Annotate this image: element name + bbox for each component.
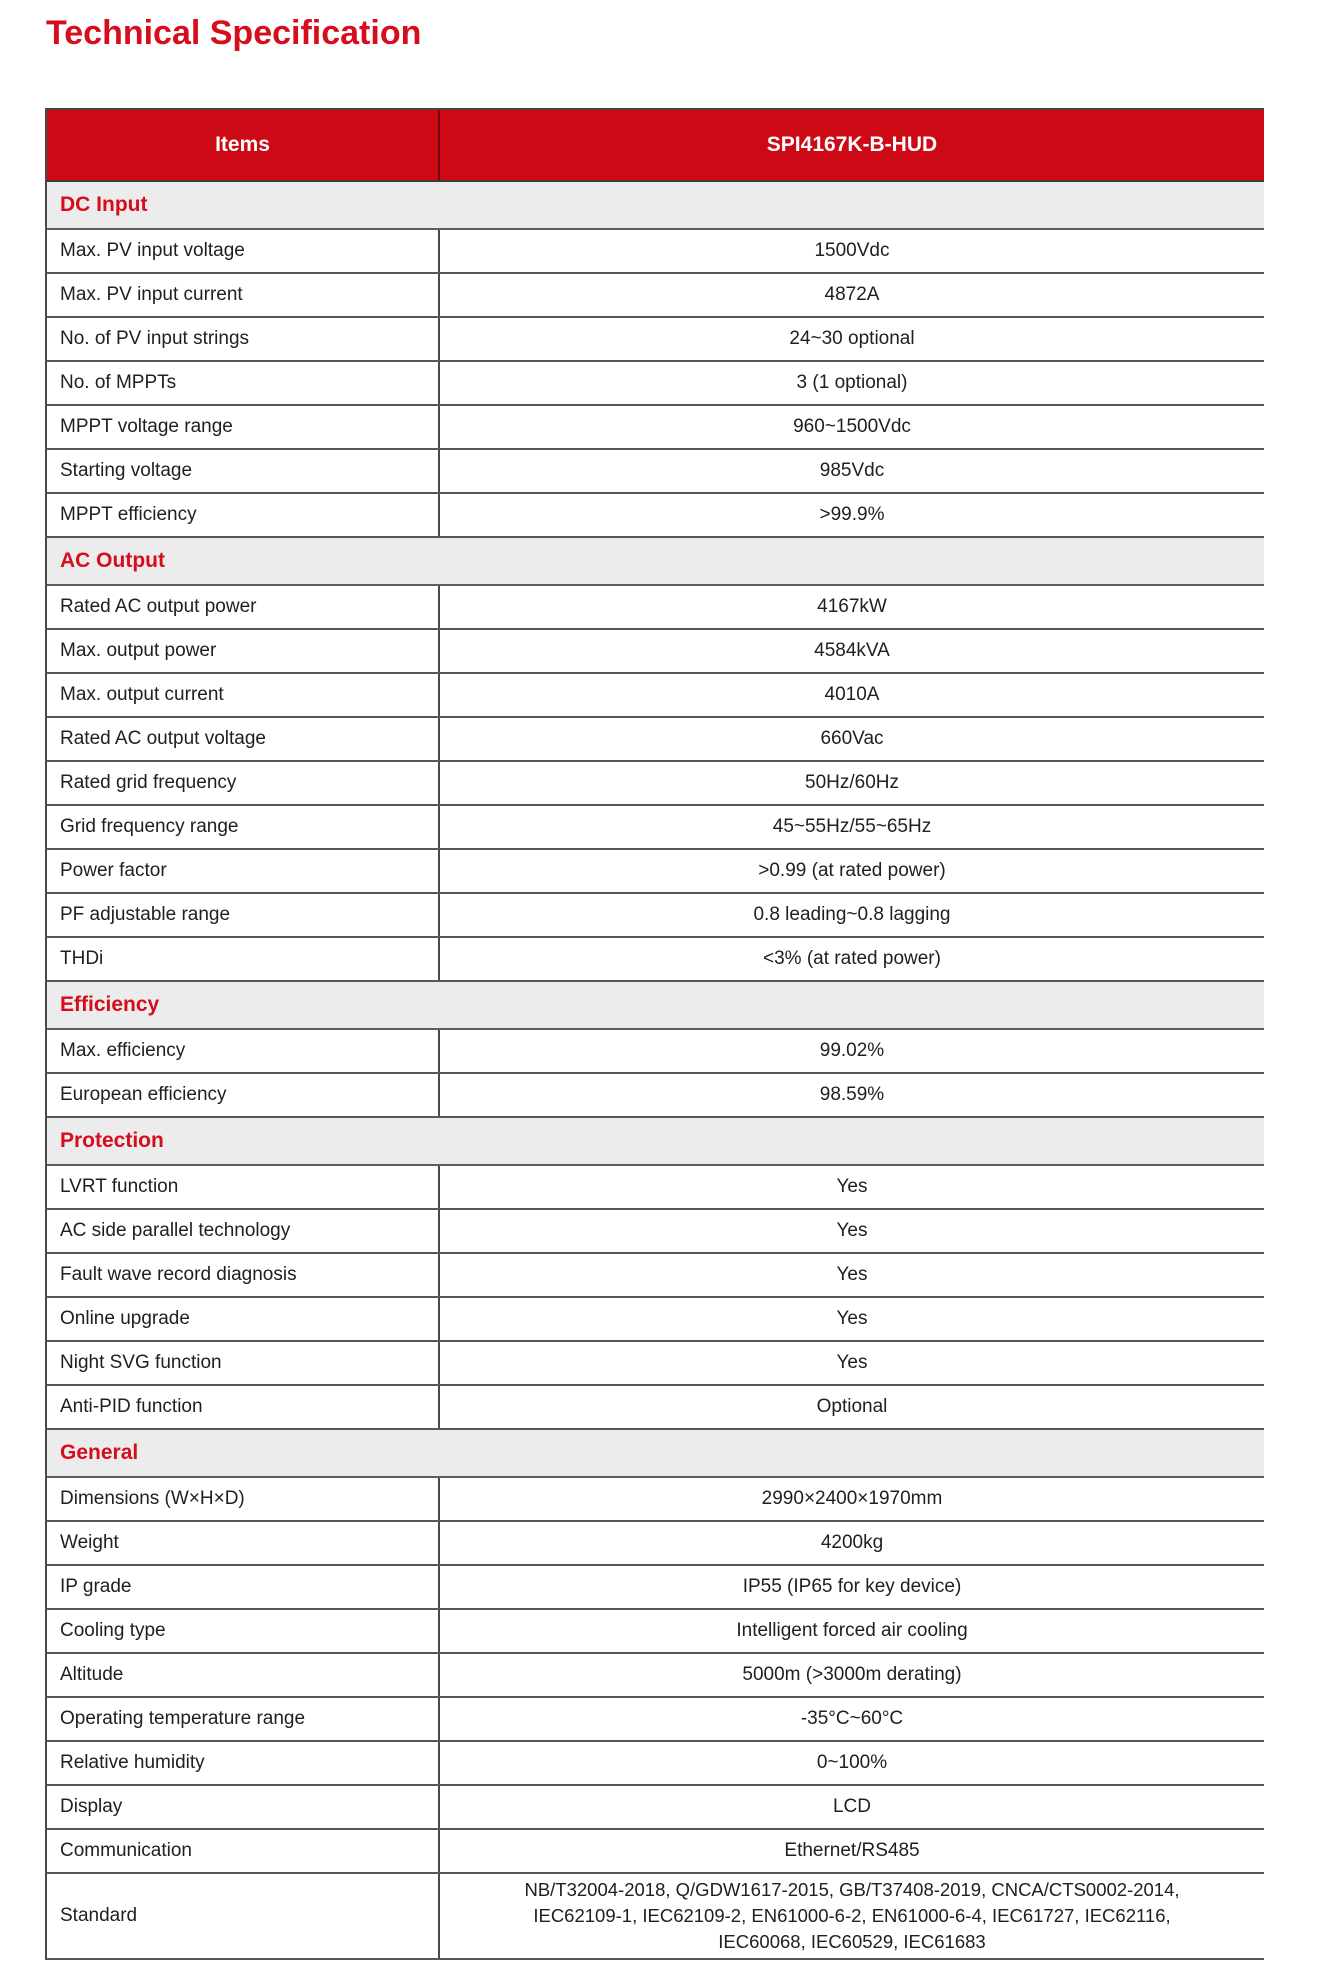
spec-item-label: Display: [47, 1786, 440, 1828]
spec-item-label: Anti-PID function: [47, 1386, 440, 1428]
spec-table-body: [47, 182, 1264, 1960]
spec-item-value: 4872A: [824, 284, 880, 305]
spec-table: [45, 108, 1264, 1960]
spec-row: [47, 630, 1264, 674]
spec-item-value: IP55 (IP65 for key device): [742, 1576, 962, 1597]
spec-item-label: Rated grid frequency: [47, 762, 440, 804]
spec-item-value: <3% (at rated power): [763, 948, 941, 969]
spec-item-label: Fault wave record diagnosis: [47, 1254, 440, 1296]
spec-item-value: 99.02%: [819, 1040, 885, 1061]
spec-item-label: Max. output current: [47, 674, 440, 716]
spec-row: [47, 806, 1264, 850]
spec-item-value: 4584kVA: [814, 640, 890, 661]
spec-item-value: 2990×2400×1970mm: [761, 1488, 943, 1509]
spec-row: [47, 938, 1264, 982]
section-header-row: [47, 538, 1264, 586]
spec-row: [47, 894, 1264, 938]
spec-item-label: Communication: [47, 1830, 440, 1872]
spec-row: [47, 1654, 1264, 1698]
spec-item-label: MPPT efficiency: [47, 494, 440, 536]
spec-row: [47, 1742, 1264, 1786]
spec-item-label: THDi: [47, 938, 440, 980]
section-title: General: [60, 1441, 139, 1464]
section-header-row: [47, 982, 1264, 1030]
spec-row: [47, 1030, 1264, 1074]
spec-item-value: 660Vac: [820, 728, 884, 749]
spec-item-label: Starting voltage: [47, 450, 440, 492]
spec-item-value: 24~30 optional: [789, 328, 915, 349]
spec-item-value: Ethernet/RS485: [784, 1840, 920, 1861]
spec-item-value: [440, 1874, 1264, 1958]
spec-item-label: Rated AC output power: [47, 586, 440, 628]
spec-row: [47, 1610, 1264, 1654]
page-title: Technical Specification: [46, 14, 422, 52]
spec-item-value: -35°C~60°C: [800, 1708, 904, 1729]
spec-row: [47, 1210, 1264, 1254]
spec-item-value: 4200kg: [820, 1532, 884, 1553]
spec-item-label: PF adjustable range: [47, 894, 440, 936]
section-title: Protection: [60, 1129, 164, 1152]
spec-item-label: Dimensions (W×H×D): [47, 1478, 440, 1520]
spec-item-value: 960~1500Vdc: [793, 416, 911, 437]
spec-item-value: 45~55Hz/55~65Hz: [772, 816, 932, 837]
spec-item-value: Yes: [836, 1264, 868, 1285]
spec-table-header-row: [47, 108, 1264, 182]
section-header-row: [47, 182, 1264, 230]
spec-item-value: 985Vdc: [819, 460, 885, 481]
spec-item-value: Optional: [816, 1396, 888, 1417]
spec-value-line: IEC60068, IEC60529, IEC61683: [718, 1931, 986, 1952]
spec-item-label: Weight: [47, 1522, 440, 1564]
spec-row: [47, 674, 1264, 718]
spec-row: [47, 274, 1264, 318]
spec-item-label: Cooling type: [47, 1610, 440, 1652]
spec-row: [47, 1166, 1264, 1210]
spec-item-value: 4167kW: [817, 596, 887, 617]
spec-item-label: Max. output power: [47, 630, 440, 672]
spec-item-label: LVRT function: [47, 1166, 440, 1208]
spec-row: [47, 1874, 1264, 1960]
spec-item-label: European efficiency: [47, 1074, 440, 1116]
spec-row: [47, 362, 1264, 406]
spec-row: [47, 1386, 1264, 1430]
spec-item-value: Yes: [836, 1308, 868, 1329]
section-header-row: [47, 1430, 1264, 1478]
spec-row: [47, 586, 1264, 630]
spec-item-value: 98.59%: [819, 1084, 885, 1105]
spec-item-label: Standard: [47, 1874, 440, 1958]
spec-item-value: 1500Vdc: [814, 240, 890, 261]
spec-row: [47, 494, 1264, 538]
spec-item-value: 5000m (>3000m derating): [742, 1664, 962, 1685]
header-items-cell: Items: [215, 133, 270, 156]
spec-row: [47, 1074, 1264, 1118]
spec-value-line: IEC62109-1, IEC62109-2, EN61000-6-2, EN61000-6-4, IEC61727, IEC62116,: [533, 1905, 1171, 1926]
spec-item-label: AC side parallel technology: [47, 1210, 440, 1252]
spec-item-label: IP grade: [47, 1566, 440, 1608]
spec-row: [47, 450, 1264, 494]
spec-item-label: Max. PV input voltage: [47, 230, 440, 272]
spec-item-value: 0.8 leading~0.8 lagging: [753, 904, 951, 925]
spec-item-label: Grid frequency range: [47, 806, 440, 848]
spec-item-label: Power factor: [47, 850, 440, 892]
spec-row: [47, 1298, 1264, 1342]
spec-row: [47, 1698, 1264, 1742]
header-model-cell: SPI4167K-B-HUD: [766, 133, 938, 156]
spec-row: [47, 406, 1264, 450]
spec-item-label: Night SVG function: [47, 1342, 440, 1384]
spec-item-value: Yes: [836, 1352, 868, 1373]
spec-item-value: >99.9%: [819, 504, 885, 525]
spec-item-value: Intelligent forced air cooling: [736, 1620, 968, 1641]
section-title: AC Output: [60, 549, 165, 572]
spec-item-label: Relative humidity: [47, 1742, 440, 1784]
spec-item-value: 4010A: [824, 684, 880, 705]
spec-item-value: >0.99 (at rated power): [758, 860, 946, 881]
spec-item-label: Altitude: [47, 1654, 440, 1696]
spec-item-value: Yes: [836, 1176, 868, 1197]
spec-row: [47, 1478, 1264, 1522]
spec-item-label: No. of PV input strings: [47, 318, 440, 360]
spec-item-label: Rated AC output voltage: [47, 718, 440, 760]
spec-row: [47, 762, 1264, 806]
spec-item-value: 50Hz/60Hz: [805, 772, 899, 793]
section-header-row: [47, 1118, 1264, 1166]
spec-row: [47, 1786, 1264, 1830]
section-title: Efficiency: [60, 993, 160, 1016]
spec-item-label: No. of MPPTs: [47, 362, 440, 404]
spec-value-line: NB/T32004-2018, Q/GDW1617-2015, GB/T37408-2019, CNCA/CTS0002-2014,: [524, 1879, 1180, 1900]
spec-item-label: MPPT voltage range: [47, 406, 440, 448]
spec-item-label: Operating temperature range: [47, 1698, 440, 1740]
spec-item-value: LCD: [832, 1796, 871, 1817]
spec-item-label: Max. efficiency: [47, 1030, 440, 1072]
spec-row: [47, 318, 1264, 362]
section-title: DC Input: [60, 193, 148, 216]
spec-row: [47, 230, 1264, 274]
spec-item-label: Online upgrade: [47, 1298, 440, 1340]
spec-item-value: Yes: [836, 1220, 868, 1241]
spec-item-value: 0~100%: [816, 1752, 888, 1773]
spec-row: [47, 1830, 1264, 1874]
spec-row: [47, 850, 1264, 894]
spec-row: [47, 1254, 1264, 1298]
spec-item-value: 3 (1 optional): [796, 372, 908, 393]
spec-row: [47, 1566, 1264, 1610]
spec-row: [47, 718, 1264, 762]
spec-item-label: Max. PV input current: [47, 274, 440, 316]
spec-row: [47, 1342, 1264, 1386]
spec-row: [47, 1522, 1264, 1566]
